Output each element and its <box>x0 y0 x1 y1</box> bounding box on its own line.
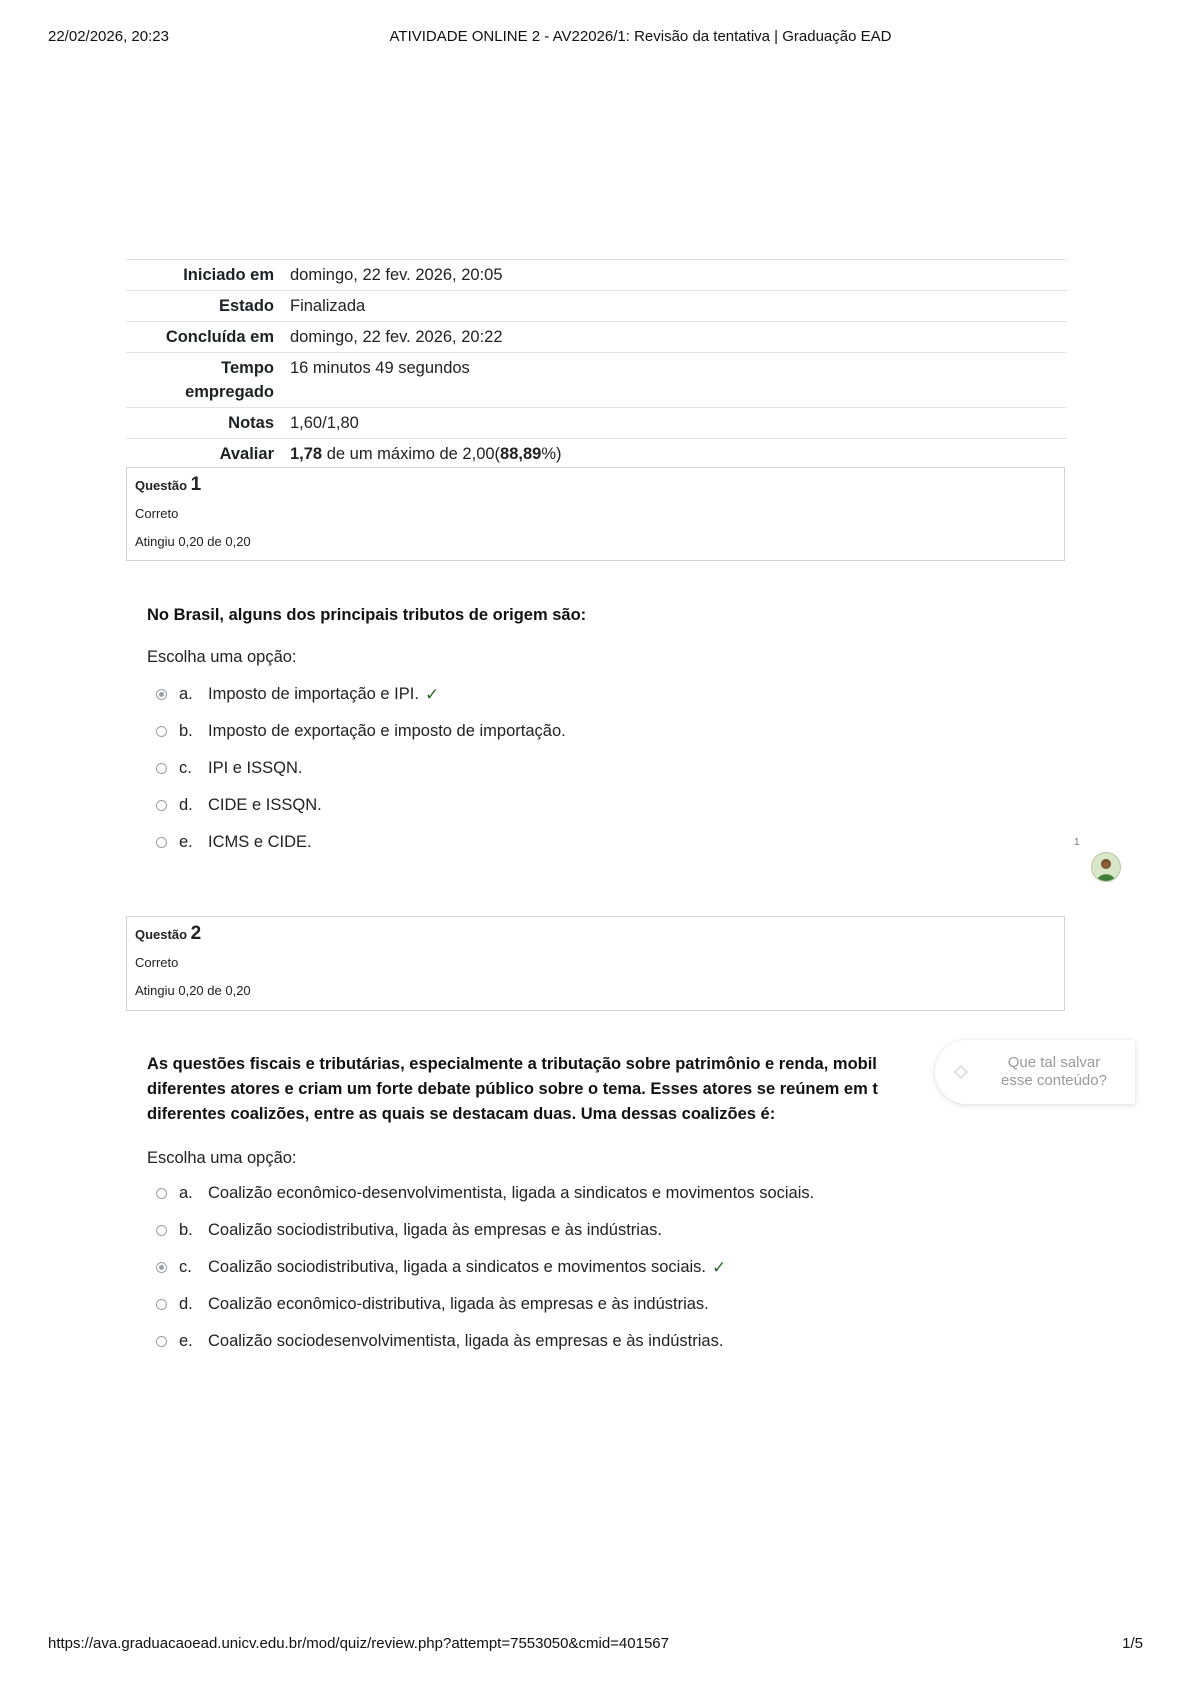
radio-icon[interactable] <box>156 1225 167 1236</box>
answer-text: Coalizão sociodistributiva, ligada às empresas e às indústrias. <box>208 1221 662 1239</box>
time-label <box>126 353 290 408</box>
answer-text: Coalizão sociodistributiva, ligada a sindicatos e movimentos sociais. <box>208 1258 706 1276</box>
started-label: Iniciado em <box>183 266 274 284</box>
question-1-text: No Brasil, alguns dos principais tributos de origem são: <box>147 606 587 624</box>
question-2-number <box>135 923 1056 945</box>
answer-text: Coalizão sociodesenvolvimentista, ligada às empresas e às indústrias. <box>208 1332 724 1350</box>
grade-score: 1,78 <box>290 445 323 463</box>
question-2-num: 2 <box>190 923 202 944</box>
question-1-answers <box>156 676 566 861</box>
summary-row-state <box>126 291 1067 322</box>
page-url: https://ava.graduacaoead.unicv.edu.br/mod/quiz/review.php?attempt=7553050&cmid=401567 <box>48 1635 669 1652</box>
started-value: domingo, 22 fev. 2026, 20:05 <box>290 266 503 284</box>
completed-label: Concluída em <box>165 328 274 346</box>
question-1-grade: Atingiu 0,20 de 0,20 <box>135 534 251 549</box>
radio-selected-icon[interactable] <box>156 1262 167 1273</box>
question-2-text-line: diferentes coalizões, entre as quais se destacam duas. Uma dessas coalizões é: <box>147 1105 776 1123</box>
answer-letter: a. <box>179 685 193 703</box>
time-label-line2: empregado <box>185 383 274 401</box>
answer-option[interactable] <box>156 1175 814 1212</box>
question-2-info <box>126 916 1065 1011</box>
answer-letter: d. <box>179 1295 193 1313</box>
summary-row-completed <box>126 322 1067 353</box>
answer-option[interactable] <box>156 713 566 750</box>
time-value: 16 minutos 49 segundos <box>290 359 470 377</box>
question-2-text <box>147 1052 937 1127</box>
question-1-label: Questão <box>135 478 188 493</box>
answer-letter: e. <box>179 1332 193 1350</box>
summary-row-started <box>126 260 1067 291</box>
answer-text: Coalizão econômico-distributiva, ligada às empresas e às indústrias. <box>208 1295 709 1313</box>
answer-text: CIDE e ISSQN. <box>208 796 322 814</box>
answer-option[interactable] <box>156 676 566 713</box>
answer-letter: c. <box>179 1258 192 1276</box>
answer-option[interactable] <box>156 787 566 824</box>
question-1-num: 1 <box>190 474 202 495</box>
save-content-popup[interactable] <box>935 1040 1135 1104</box>
radio-icon[interactable] <box>156 800 167 811</box>
radio-icon[interactable] <box>156 763 167 774</box>
answer-text: Imposto de importação e IPI. <box>208 685 419 703</box>
answer-option[interactable] <box>156 1323 814 1360</box>
radio-icon[interactable] <box>156 1299 167 1310</box>
save-popup-text <box>989 1054 1119 1090</box>
question-2-prompt: Escolha uma opção: <box>147 1149 297 1167</box>
answer-letter: e. <box>179 833 193 851</box>
radio-icon[interactable] <box>156 837 167 848</box>
save-popup-line: Que tal salvar <box>1007 1054 1101 1071</box>
print-datetime: 22/02/2026, 20:23 <box>48 28 169 45</box>
checkmark-icon: ✓ <box>712 1257 727 1277</box>
grade-value <box>290 439 1067 470</box>
question-1-prompt: Escolha uma opção: <box>147 648 297 666</box>
answer-option[interactable] <box>156 750 566 787</box>
state-label: Estado <box>218 297 274 315</box>
question-2-state: Correto <box>135 955 179 970</box>
answer-text: ICMS e CIDE. <box>208 833 312 851</box>
answer-text: Coalizão econômico-desenvolvimentista, ligada a sindicatos e movimentos sociais. <box>208 1184 815 1202</box>
summary-row-grade <box>126 439 1067 470</box>
answer-option[interactable] <box>156 1212 814 1249</box>
grade-end: %) <box>541 445 562 463</box>
question-1-state: Correto <box>135 506 179 521</box>
radio-icon[interactable] <box>156 726 167 737</box>
question-2-answers <box>156 1175 814 1360</box>
state-value: Finalizada <box>290 297 366 315</box>
time-label-line1: Tempo <box>221 359 274 377</box>
answer-letter: c. <box>179 759 192 777</box>
question-2-label: Questão <box>135 927 188 942</box>
grade-percent: 88,89 <box>500 445 542 463</box>
completed-value: domingo, 22 fev. 2026, 20:22 <box>290 328 503 346</box>
question-2-grade: Atingiu 0,20 de 0,20 <box>135 983 251 998</box>
side-small-number: 1 <box>1074 837 1080 848</box>
question-2-text-line: As questões fiscais e tributárias, especialmente a tributação sobre patrimônio e renda, mobil <box>147 1055 877 1073</box>
answer-text: Imposto de exportação e imposto de importação. <box>208 722 566 740</box>
summary-row-time <box>126 353 1067 408</box>
summary-row-marks <box>126 408 1067 439</box>
grade-mid: de um máximo de 2,00( <box>322 445 501 463</box>
answer-letter: a. <box>179 1184 193 1202</box>
question-1-number <box>135 474 1056 496</box>
bookmark-icon <box>951 1062 971 1082</box>
question-1-info <box>126 467 1065 561</box>
answer-option[interactable] <box>156 824 566 861</box>
radio-icon[interactable] <box>156 1336 167 1347</box>
grade-label: Avaliar <box>219 445 274 463</box>
answer-letter: b. <box>179 1221 193 1239</box>
answer-text: IPI e ISSQN. <box>208 759 303 777</box>
page-number: 1/5 <box>1122 1635 1143 1652</box>
print-header <box>48 28 1143 48</box>
question-2-text-line: diferentes atores e criam um forte debate público sobre o tema. Esses atores se reúnem em t <box>147 1080 878 1098</box>
answer-letter: b. <box>179 722 193 740</box>
radio-icon[interactable] <box>156 1188 167 1199</box>
print-page-title: ATIVIDADE ONLINE 2 - AV22026/1: Revisão da tentativa | Graduação EAD <box>389 28 892 45</box>
attempt-summary-table <box>126 259 1067 469</box>
marks-value: 1,60/1,80 <box>290 414 359 432</box>
answer-option[interactable] <box>156 1286 814 1323</box>
answer-letter: d. <box>179 796 193 814</box>
save-popup-line: esse conteúdo? <box>1001 1072 1107 1089</box>
checkmark-icon: ✓ <box>424 684 440 704</box>
answer-option[interactable] <box>156 1249 814 1286</box>
radio-selected-icon[interactable] <box>156 689 167 700</box>
marks-label: Notas <box>228 414 274 432</box>
avatar-icon[interactable] <box>1091 852 1121 882</box>
